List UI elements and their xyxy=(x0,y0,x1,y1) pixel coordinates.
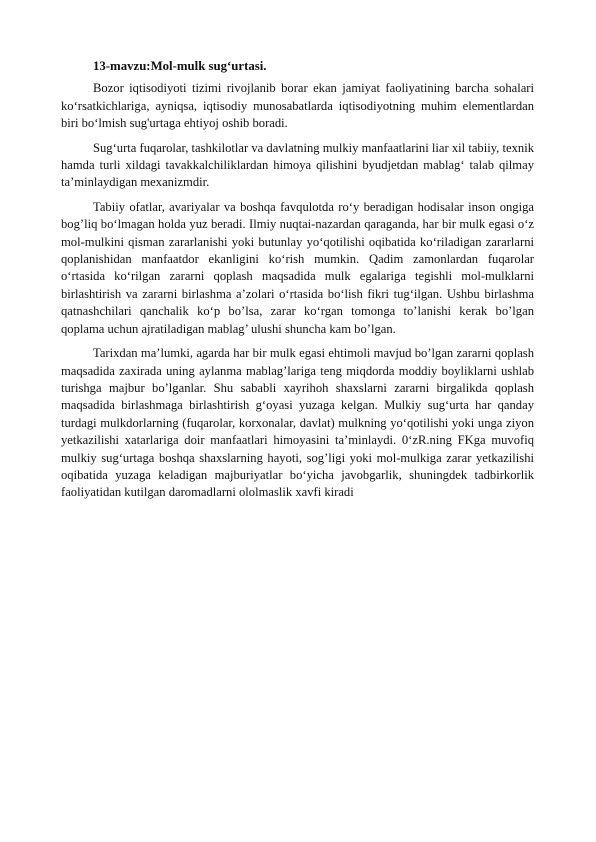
document-title: 13-mavzu:Mol-mulk sug‘urtasi. xyxy=(93,59,267,73)
paragraph-1: Bozor iqtisodiyoti tizimi rivojlanib borar ekan jamiyat faoliyatining barcha sohalari ko‘rsatkichlariga, ayniqsa, iqtisodiy munosabatlarda iqtisodiyotning muhim elementlardan biri bo‘lmish sug'urtaga ehtiyoj oshib boradi. xyxy=(61,81,534,131)
document-body xyxy=(61,58,534,509)
paragraph-2: Sug‘urta fuqarolar, tashkilotlar va davlatning mulkiy manfaatlarini liar xil tabiiy, texnik hamda turli xildagi tavakkalchiliklardan himoya qilishini byudjetdan mablag‘ talab qilmay ta’minlaydigan mexanizmdir. xyxy=(61,140,534,190)
paragraph-4: Tarixdan ma’lumki, agarda har bir mulk egasi ehtimoli mavjud bo’lgan zararni qoplash maqsadida zaxirada uning aylanma mablag’lariga teng miqdorda moddiy boyliklarni ushlab turishga majbur bo’lganlar. Shu sababli xayrihoh shaxslarni zararni birgalikda qoplash maqsadida birlashmaga birlashtirish g‘oyasi yuzaga kelgan. Mulkiy sug‘urta har qanday turdagi mulkdorlarning (fuqarolar, korxonalar, davlat) mulkning yo‘qotilishi yoki unga ziyon yetkazilishi xatarlariga doir manfaatlari himoyasini ta’minlaydi. 0‘zR.ning FKga muvofiq mulkiy sug‘urtaga boshqa shaxslarning hayoti, sog’ligi yoki mol-mulkiga zarar yetkazilishi oqibatida yuzaga keladigan majburiyatlar bo‘yicha javobgarlik, shuningdek tadbirkorlik faoliyatidan kutilgan daromadlarni ololmaslik xavfi kiradi xyxy=(61,346,534,500)
paragraph-3: Tabiiy ofatlar, avariyalar va boshqa favqulotda ro‘y beradigan hodisalar inson ongiga bog’liq bo‘lmagan holda yuz beradi. Ilmiy nuqtai-nazardan qaraganda, har bir mulk egasi o‘z mol-mulkini qisman zararlanishi yoki butunlay yo‘qotilishi oqibatida ko‘riladigan zararlarni qoplanishidan manfaatdor ekanligini ko‘rish mumkin. Qadim zamonlardan fuqarolar o‘rtasida ko‘rilgan zararni qoplash maqsadida mulk egalariga tegishli mol-mulklarni birlashtirish va zararni birlashma a’zolari o‘rtasida bo‘lish fikri tug‘ilgan. Ushbu birlashma qatnashchilari qanchalik ko‘p bo’lsa, zarar ko‘rgan tomonga to’lanishi kerak bo’lgan qoplama uchun ajratiladigan mablag’ ulushi shuncha kam bo’lgan. xyxy=(61,199,534,336)
